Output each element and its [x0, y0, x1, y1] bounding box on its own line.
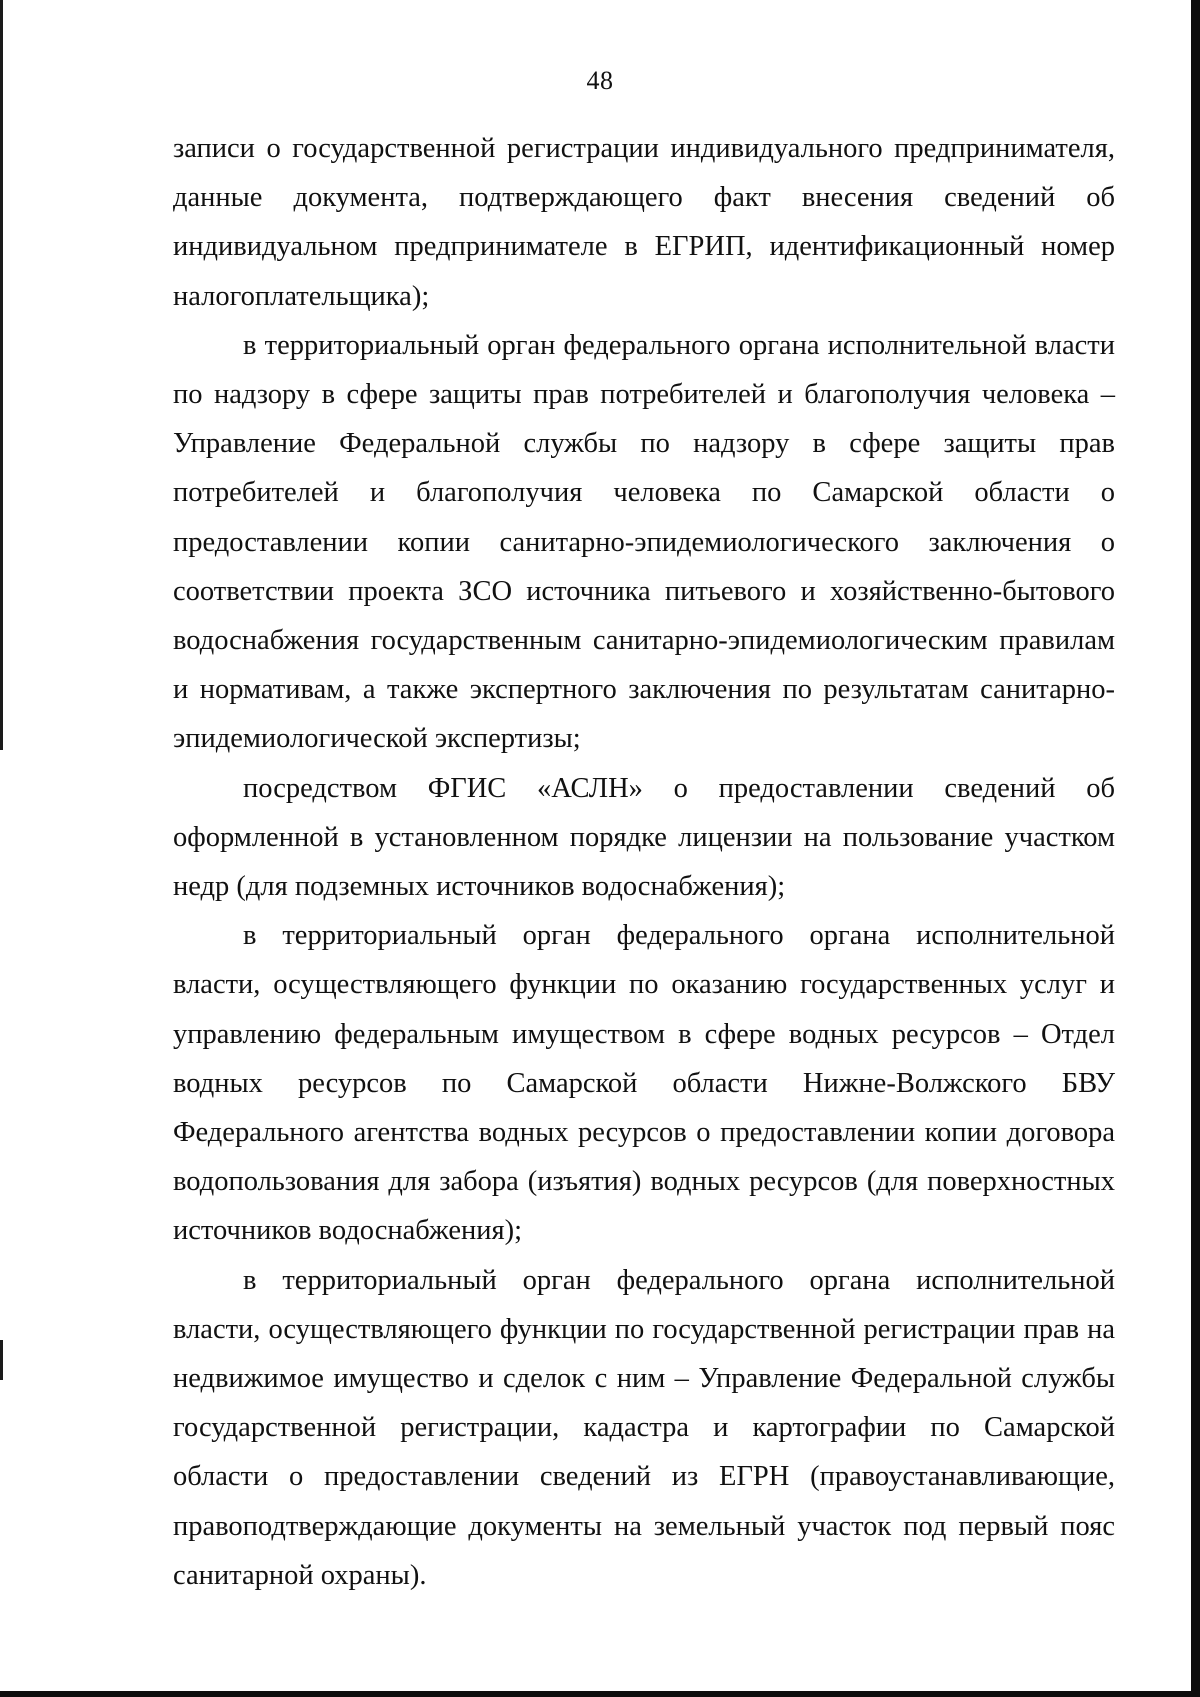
paragraph-fgis-asln: посредством ФГИС «АСЛН» о предоставлении сведений об оформленной в установленном порядке лицензии на пользование участком недр (для подземных источников водоснабжения); [173, 772, 1115, 903]
paragraph-water-resources: в территориальный орган федерального органа исполнительной власти, осуществляющего функции по оказанию государственных услуг и управлению федеральным имуществом в сфере водных ресурсов – Отдел водных ресурсов по Самарской области Нижне-Волжского БВУ Федерального агентства водных ресурсов о предоставлении копии договора водопользования для забора (изъятия) водных ресурсов (для поверхностных источников водоснабжения); [173, 920, 1115, 1247]
scan-edge-left-mark [0, 1340, 3, 1380]
scan-edge-left [0, 0, 3, 750]
paragraph-rospotrebnadzor: в территориальный орган федерального органа исполнительной власти по надзору в сфере защиты прав потребителей и благополучия человека – Управление Федеральной службы по надзору в сфере защиты прав потребителей и благополучия человека по Самарской области о предоставлении копии санитарно-эпидемиологического заключения о соответствии проекта ЗСО источника питьевого и хозяйственно-бытового водоснабжения государственным санитарно-эпидемиологическим правилам и нормативам, а также экспертного заключения по результатам санитарно-эпидемиологической экспертизы; [173, 329, 1115, 755]
document-body [173, 124, 1115, 1600]
page-number: 48 [586, 66, 614, 95]
scan-edge-bottom [0, 1691, 1200, 1697]
paragraph-rosreestr: в территориальный орган федерального органа исполнительной власти, осуществляющего функции по государственной регистрации прав на недвижимое имущество и сделок с ним – Управление Федеральной службы государственной регистрации, кадастра и картографии по Самарской области о предоставлении сведений из ЕГРН (правоустанавливающие, правоподтверждающие документы на земельный участок под первый пояс санитарной охраны). [173, 1264, 1115, 1591]
scan-edge-right [1191, 0, 1200, 1697]
paragraph-egrip-continuation: записи о государственной регистрации индивидуального предпринимателя, данные документа, подтверждающего факт внесения сведений об индивидуальном предпринимателе в ЕГРИП, идентификационный номер налогоплательщика); [173, 133, 1115, 312]
